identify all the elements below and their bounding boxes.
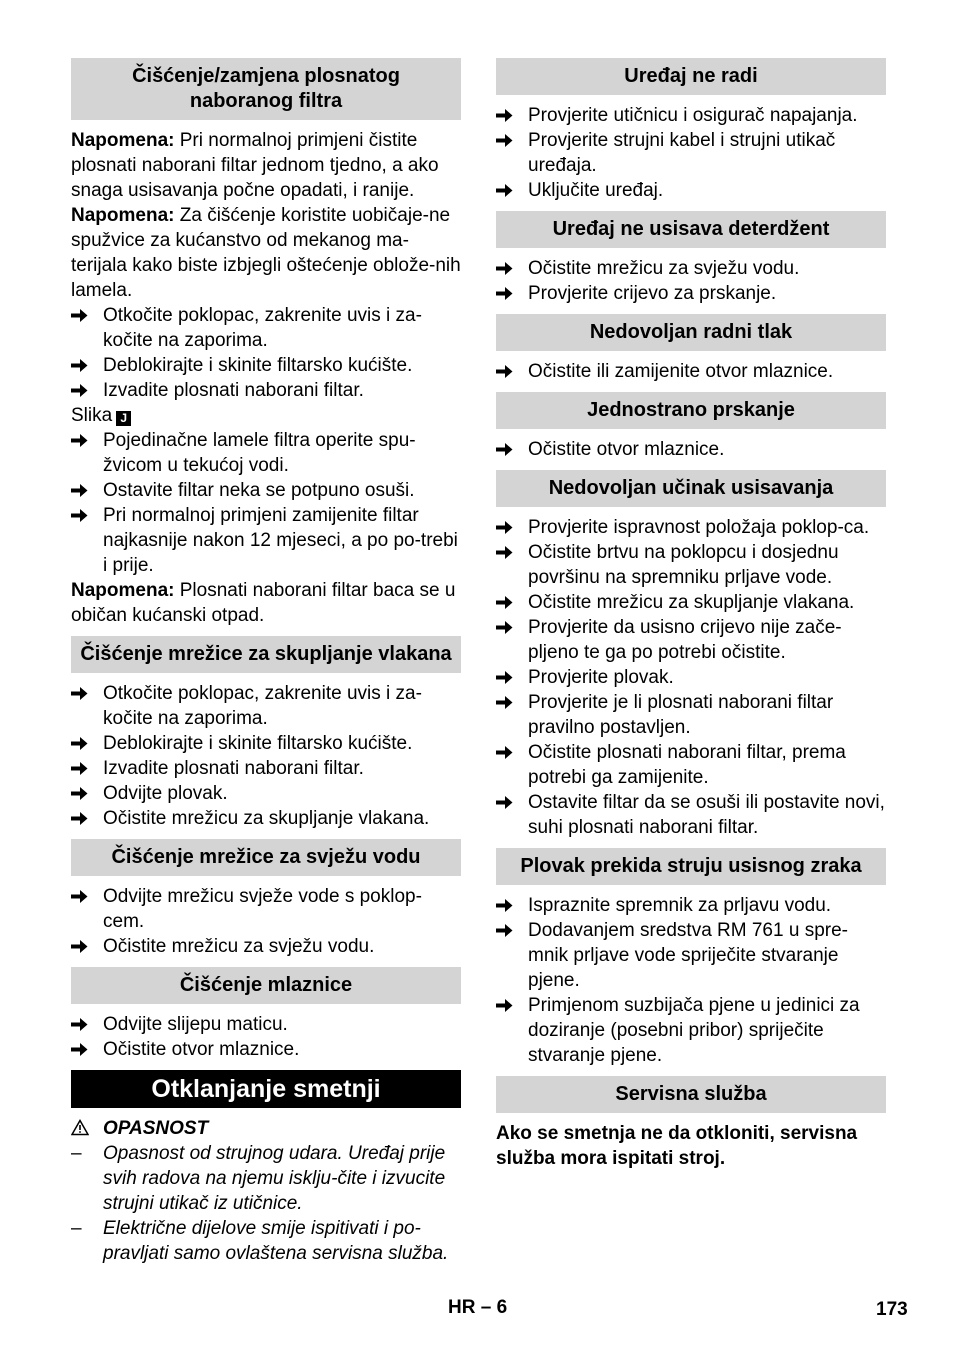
list-item: Pojedinačne lamele filtra operite spu-žvicom u tekućoj vodi. [71, 428, 461, 478]
list-item: Provjerite ispravnost položaja poklop-ca. [496, 515, 886, 540]
arrow-right-icon [496, 364, 513, 379]
note-paragraph: Napomena: Plosnati naborani filtar baca se u običan kućanski otpad. [71, 580, 456, 626]
figure-icon: J [116, 411, 131, 426]
arrow-right-icon [71, 308, 88, 323]
arrow-right-icon [496, 923, 513, 938]
note-paragraph: Napomena: Za čišćenje koristite uobičaje-ne spužvice za kućanstvo od mekanog ma-terijala kako biste izbjegli oštećenje oblože-nih lamela. [71, 205, 461, 301]
list-item: Deblokirajte i skinite filtarsko kućište. [71, 353, 461, 378]
list-item: Očistite mrežicu za skupljanje vlakana. [71, 806, 461, 831]
arrow-right-icon [496, 545, 513, 560]
arrow-right-icon [496, 183, 513, 198]
list-item: Očistite plosnati naborani filtar, prema potrebi ga zamijenite. [496, 740, 886, 790]
list-item: Odvijte plovak. [71, 781, 461, 806]
arrow-right-icon [71, 508, 88, 523]
arrow-right-icon [71, 1042, 88, 1057]
list-item: Očistite mrežicu za svježu vodu. [496, 256, 886, 281]
right-column [496, 58, 886, 1171]
page-number: 173 [876, 1299, 908, 1320]
list-item: Provjerite strujni kabel i strujni utikač uređaja. [496, 128, 886, 178]
arrow-right-icon [71, 786, 88, 801]
arrow-right-icon [496, 795, 513, 810]
arrow-right-icon [71, 483, 88, 498]
arrow-right-icon [496, 133, 513, 148]
warning-triangle-icon [71, 1119, 89, 1136]
list-item: Očistite ili zamijenite otvor mlaznice. [496, 359, 886, 384]
arrow-right-icon [71, 761, 88, 776]
arrow-right-icon [496, 670, 513, 685]
footer-section-label: HR – 6 [448, 1297, 508, 1318]
list-item: Primjenom suzbijača pjene u jedinici za doziranje (posebni pribor) spriječite stvaranje pjene. [496, 993, 886, 1068]
list-item: Očistite mrežicu za skupljanje vlakana. [496, 590, 886, 615]
list-item: Odvijte slijepu maticu. [71, 1012, 461, 1037]
list-item: Deblokirajte i skinite filtarsko kućište. [71, 731, 461, 756]
arrow-right-icon [71, 383, 88, 398]
list-item: Provjerite da usisno crijevo nije zače-pljeno te ga po potrebi očistite. [496, 615, 886, 665]
section-heading-no-detergent: Uređaj ne usisava deterdžent [496, 211, 886, 248]
list-item: Očistite otvor mlaznice. [71, 1037, 461, 1062]
left-column [71, 58, 461, 1266]
section-heading-customer-service: Servisna služba [496, 1076, 886, 1113]
list-item: Odvijte mrežicu svježe vode s poklop-cem. [71, 884, 461, 934]
dash-bullet: – [71, 1218, 82, 1239]
arrow-right-icon [496, 442, 513, 457]
section-heading-lint-screen: Čišćenje mrežice za skupljanje vlakana [71, 636, 461, 673]
arrow-right-icon [71, 1017, 88, 1032]
section-heading-filter: Čišćenje/zamjena plosnatog naboranog filtra [71, 58, 461, 120]
arrow-right-icon [496, 898, 513, 913]
arrow-right-icon [71, 433, 88, 448]
list-item: Ostavite filtar neka se potpuno osuši. [71, 478, 461, 503]
section-heading-device-not-working: Uređaj ne radi [496, 58, 886, 95]
arrow-right-icon [496, 695, 513, 710]
arrow-right-icon [496, 108, 513, 123]
section-heading-low-suction: Nedovoljan učinak usisavanja [496, 470, 886, 507]
arrow-right-icon [71, 811, 88, 826]
section-heading-nozzle: Čišćenje mlaznice [71, 967, 461, 1004]
list-item: Provjerite plovak. [496, 665, 886, 690]
list-item: Dodavanjem sredstva RM 761 u spre-mnik prljave vode spriječite stvaranje pjene. [496, 918, 886, 993]
chapter-heading-troubleshooting: Otklanjanje smetnji [71, 1070, 461, 1108]
list-item: Očistite otvor mlaznice. [496, 437, 886, 462]
dash-bullet: – [71, 1143, 82, 1164]
note-paragraph: Napomena: Pri normalnoj primjeni čistite plosnati naborani filtar jednom tjedno, a ako snaga usisavanja počne opadati, i ranije. [71, 130, 439, 201]
list-item: Uključite uređaj. [496, 178, 886, 203]
danger-item: – Opasnost od strujnog udara. Uređaj prije svih radova na njemu isklju-čite i izvucite strujni utikač iz utičnice. [71, 1143, 446, 1214]
list-item: Otkočite poklopac, zakrenite uvis i za-kočite na zaporima. [71, 681, 461, 731]
arrow-right-icon [496, 745, 513, 760]
danger-item: – Električne dijelove smije ispitivati i po-pravljati samo ovlaštena servisna služba. [71, 1218, 449, 1264]
arrow-right-icon [496, 998, 513, 1013]
arrow-right-icon [71, 736, 88, 751]
section-heading-fresh-water-screen: Čišćenje mrežice za svježu vodu [71, 839, 461, 876]
arrow-right-icon [496, 286, 513, 301]
arrow-right-icon [71, 889, 88, 904]
arrow-right-icon [496, 520, 513, 535]
danger-title: OPASNOST [71, 1116, 461, 1141]
arrow-right-icon [496, 595, 513, 610]
arrow-right-icon [496, 261, 513, 276]
section-heading-float-cutoff: Plovak prekida struju usisnog zraka [496, 848, 886, 885]
section-heading-one-sided-spray: Jednostrano prskanje [496, 392, 886, 429]
list-item: Provjerite crijevo za prskanje. [496, 281, 886, 306]
arrow-right-icon [71, 358, 88, 373]
list-item: Očistite brtvu na poklopcu i dosjednu površinu na spremniku prljave vode. [496, 540, 886, 590]
arrow-right-icon [71, 686, 88, 701]
list-item: Izvadite plosnati naborani filtar. [71, 378, 461, 403]
section-heading-low-pressure: Nedovoljan radni tlak [496, 314, 886, 351]
service-paragraph: Ako se smetnja ne da otkloniti, servisna služba mora ispitati stroj. [496, 1123, 858, 1169]
list-item: Provjerite je li plosnati naborani filtar pravilno postavljen. [496, 690, 886, 740]
arrow-right-icon [71, 939, 88, 954]
figure-reference: Slika J [71, 403, 461, 428]
list-item: Izvadite plosnati naborani filtar. [71, 756, 461, 781]
list-item: Provjerite utičnicu i osigurač napajanja. [496, 103, 886, 128]
list-item: Otkočite poklopac, zakrenite uvis i za-kočite na zaporima. [71, 303, 461, 353]
list-item: Ostavite filtar da se osuši ili postavite novi, suhi plosnati naborani filtar. [496, 790, 886, 840]
list-item: Očistite mrežicu za svježu vodu. [71, 934, 461, 959]
list-item: Pri normalnoj primjeni zamijenite filtar najkasnije nakon 12 mjeseci, a po po-trebi i prije. [71, 503, 461, 578]
arrow-right-icon [496, 620, 513, 635]
list-item: Ispraznite spremnik za prljavu vodu. [496, 893, 886, 918]
